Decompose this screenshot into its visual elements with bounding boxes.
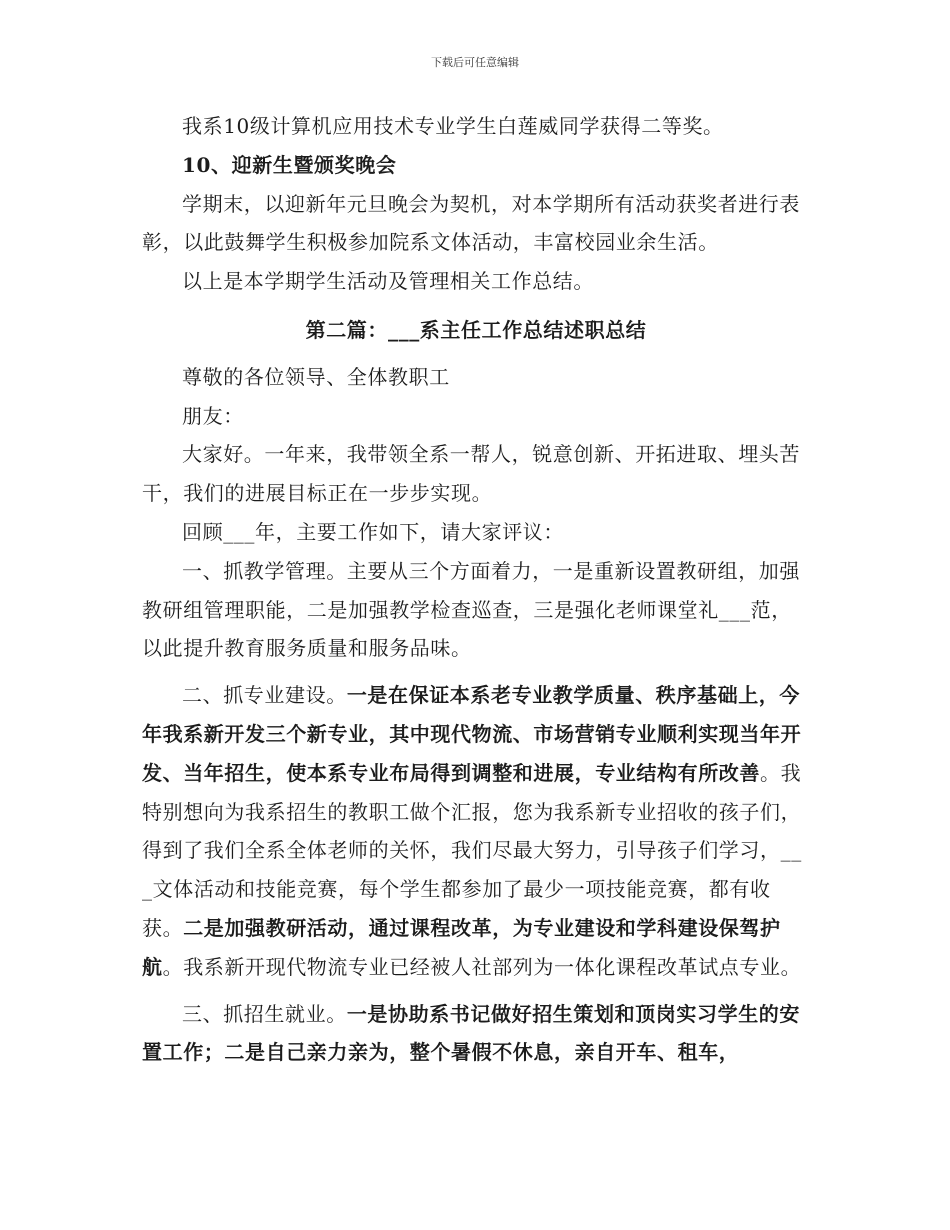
- major-construction-text-1: 。我特别想向为我系招生的教职工做个汇报，您为我系新专业招收的孩子们，得到了我们全系全体老师的关怀，我们尽最大努力，引导孩子们学习，___文体活动和技能竞赛，每个学生都参加了最少一项技能竞赛，都有收获。: [142, 760, 802, 940]
- paragraph-award: 我系10级计算机应用技术专业学生白莲威同学获得二等奖。: [182, 114, 724, 138]
- paragraph-salutation-cont: 朋友：: [182, 403, 244, 428]
- major-construction-bold-1: 一是在保证本系老专业教学质量、秩序基础上，今年我系新开发三个新专业，其中现代物流、市场营销专业顺利实现当年开发、当年招生，使本系专业布局得到调整和进展，专业结构有所改善: [142, 683, 802, 785]
- paragraph-salutation: 尊敬的各位领导、全体教职工: [182, 364, 450, 389]
- major-construction-bold-2: 二是加强教研活动，通过课程改革，为专业建设和学科建设保驾护航: [142, 915, 781, 979]
- major-construction-text-2: 。我系新开现代物流专业已经被人社部列为一体化课程改革试点专业。: [162, 954, 802, 979]
- enrollment-bold: 一是协助系书记做好招生策划和顶岗实习学生的安置工作；二是自己亲力亲为，整个暑假不休息，亲自开车、租车，: [142, 1001, 801, 1065]
- chapter-title: 第二篇：___系主任工作总结述职总结: [305, 317, 647, 342]
- paragraph-enrollment: [142, 995, 810, 1073]
- section-heading-10: 10、迎新生暨颁奖晚会: [182, 152, 397, 177]
- paragraph-greeting: 大家好。一年来，我带领全系一帮人，锐意创新、开拓进取、埋头苦干，我们的进展目标正在一步步实现。: [142, 442, 800, 506]
- paragraph-teaching-management: 一、抓教学管理。主要从三个方面着力，一是重新设置教研组，加强教研组管理职能，二是加强教学检查巡查，三是强化老师课堂礼___范，以此提升教育服务质量和服务品味。: [142, 558, 800, 661]
- paragraph-major-construction: [142, 676, 810, 986]
- page-header: 下载后可任意编辑: [431, 56, 519, 69]
- paragraph-review: 回顾___年，主要工作如下，请大家评议：: [182, 519, 564, 544]
- enrollment-lead: 三、抓招生就业。: [182, 1001, 347, 1026]
- major-construction-lead: 二、抓专业建设。: [182, 683, 347, 708]
- paragraph-new-year-gala: 学期末，以迎新年元旦晚会为契机，对本学期所有活动获奖者进行表彰，以此鼓舞学生积极参加院系文体活动，丰富校园业余生活。: [142, 191, 800, 255]
- paragraph-summary-end: 以上是本学期学生活动及管理相关工作总结。: [182, 269, 594, 294]
- document-body: [142, 107, 810, 1072]
